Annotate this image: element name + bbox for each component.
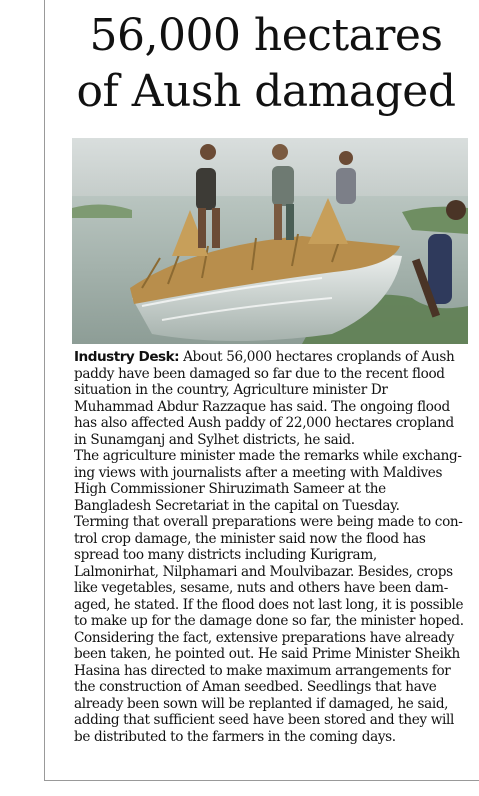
article-line-11: Terming that overall preparations were being made to con- (74, 514, 463, 530)
article-line-7: The agriculture minister made the remarks while exchang- (74, 448, 462, 464)
article-line-21: the construction of Aman seedbed. Seedlings that have (74, 679, 437, 695)
article-line-10: Bangladesh Secretariat in the capital on Tuesday. (74, 497, 400, 514)
article-line-8: ing views with journalists after a meeting with Maldives (74, 464, 443, 481)
article-line-15: like vegetables, sesame, nuts and others have been dam- (74, 580, 448, 596)
article-line-18: Considering the fact, extensive preparations have already (74, 629, 454, 646)
dateline: Industry Desk: (74, 349, 180, 365)
article-line-23: adding that sufficient seed have been stored and they will (74, 712, 454, 728)
clipping-left-border (44, 0, 45, 781)
article-line-19: been taken, he pointed out. He said Prime Minister Sheikh (74, 646, 460, 662)
article-line-6: in Sunamganj and Sylhet districts, he said. (74, 431, 355, 448)
farmers-harvesting-flooded-paddy-photo (72, 138, 468, 344)
article-line-13: spread too many districts including Kurigram, (74, 547, 377, 563)
article-line-20: Hasina has directed to make maximum arrangements for (74, 662, 451, 679)
article-line-12: trol crop damage, the minister said now the flood has (74, 530, 426, 547)
article-line-9: High Commissioner Shiruzimath Sameer at the (74, 481, 386, 497)
article-line-22: already been sown will be replanted if damaged, he said, (74, 695, 449, 712)
article-line-5: has also affected Aush paddy of 22,000 hectares cropland (74, 415, 454, 431)
article-line-4: Muhammad Abdur Razzaque has said. The ongoing flood (74, 398, 450, 415)
article-line-14: Lalmonirhat, Nilphamari and Moulvibazar. Besides, crops (74, 563, 453, 580)
headline (64, 8, 468, 120)
article-line-1 (74, 349, 470, 366)
article-body (74, 349, 470, 745)
article-line-2: paddy have been damaged so far due to the recent flood (74, 365, 445, 382)
article-line-3: situation in the country, Agriculture minister Dr (74, 382, 388, 398)
article-line-17: to make up for the damage done so far, the minister hoped. (74, 613, 464, 629)
headline-line-1: 56,000 hectares (89, 10, 443, 61)
headline-line-2: of Aush damaged (76, 66, 456, 117)
article-line-text: About 56,000 hectares croplands of Aush (179, 349, 455, 365)
article-line-24: be distributed to the farmers in the coming days. (74, 728, 396, 745)
clipping-bottom-border (44, 780, 479, 781)
article-line-16: aged, he stated. If the flood does not last long, it is possible (74, 596, 464, 613)
news-photo (72, 138, 468, 344)
